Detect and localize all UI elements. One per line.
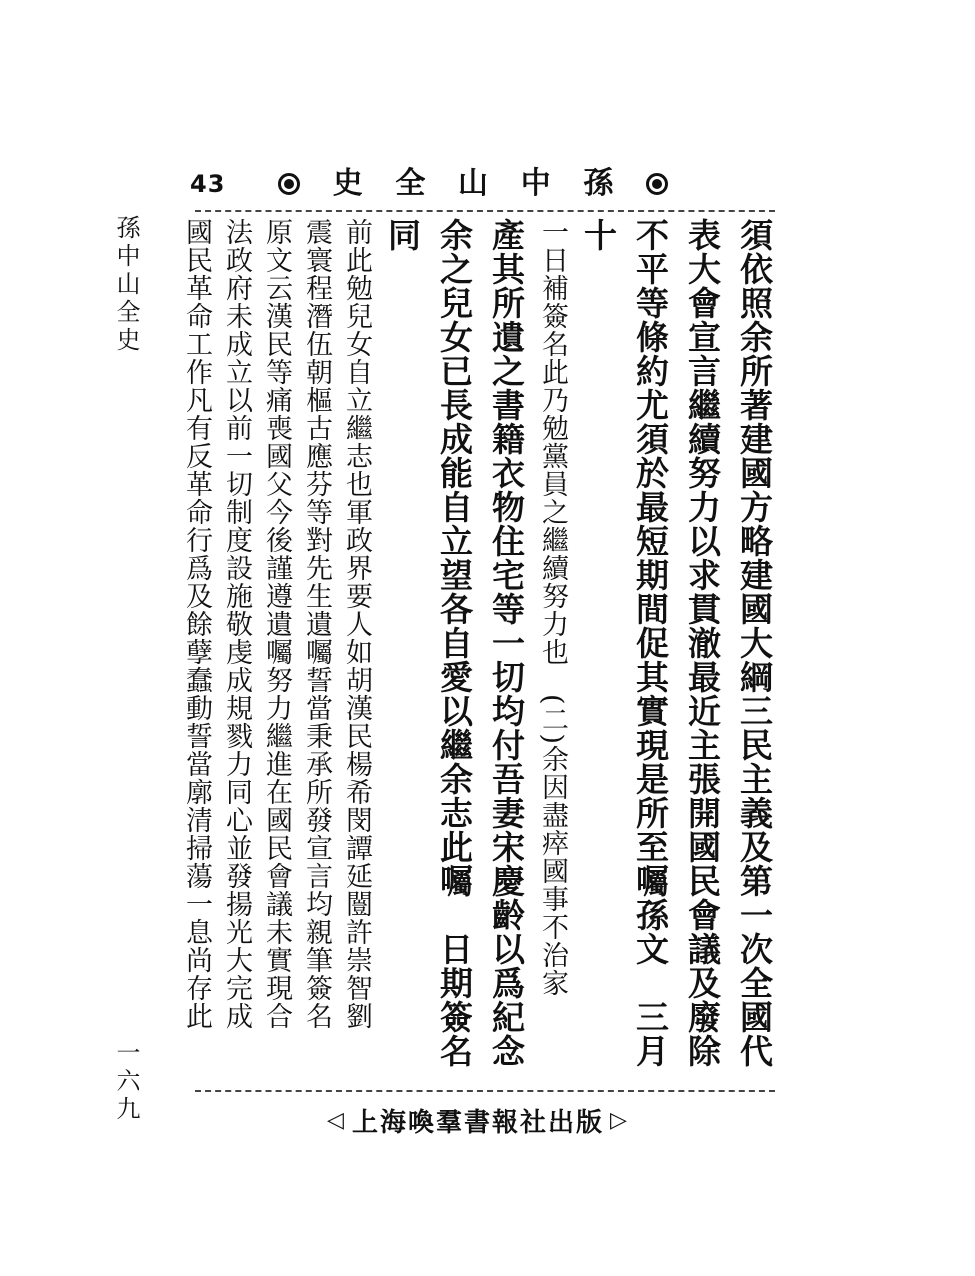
text-column-annotation: 原文云漢民等痛喪國父今後謹遵遺囑努力繼進在國民會議未實現合 [261,218,292,1030]
text-column-annotation: 前此勉兒女自立繼志也軍政界要人如胡漢民楊希閔譚延闓許崇智劉 [341,218,372,1030]
running-title-char: 全 [395,166,426,201]
publisher-name: 上海喚羣書報社出版 [351,1107,604,1138]
main-text-column-block [181,218,780,1083]
publisher-footer [318,1100,638,1140]
header-page-number: 43 [190,170,226,198]
running-title-char: 史 [332,166,363,201]
text-column: 產其所遺之書籍衣物住宅等一切均付吾妻宋慶齡以爲紀念 [487,218,526,1068]
running-title-char: 山 [458,166,489,201]
text-column: 不平等條約尤須於最短期間促其實現是所至囑孫文 三月十 [579,218,670,1068]
text-column: 表大會宣言繼續努力以求貫澈最近主張開國民會議及廢除 [683,218,722,1068]
footer-divider [195,1090,775,1092]
text-column-annotation: 一日補簽名此乃勉黨員之繼續努力也 (二)余因盡瘁國事不治家 [537,218,568,998]
text-column: 余之兒女已長成能自立望各自愛以繼余志此囑 日期簽名同 [383,218,474,1068]
margin-book-title: 孫中山全史 [112,215,140,355]
header-divider [195,210,775,212]
text-column: 須依照余所著建國方略建國大綱三民主義及第一次全國代 [735,218,774,1068]
running-title-char: 孫 [583,166,614,201]
left-triangle-icon: ◁ [327,1107,346,1133]
running-title-char: 中 [520,166,551,201]
bullet-mark-icon [646,173,668,195]
text-column-annotation: 法政府未成立以前一切制度設施敬虔成規戮力同心並發揚光大完成 [221,218,252,1030]
margin-page-number: 一六九 [112,1040,140,1124]
running-header [190,166,670,202]
bullet-mark-icon [278,173,300,195]
text-column-annotation: 國民革命工作凡有反革命行爲及餘孽蠢動誓當廓清掃蕩一息尚存此 [181,218,212,1030]
running-title [278,166,668,202]
right-triangle-icon: ▷ [610,1107,629,1133]
text-column-annotation: 震寰程潛伍朝樞古應芬等對先生遺囑誓當秉承所發宣言均親筆簽名 [301,218,332,1030]
